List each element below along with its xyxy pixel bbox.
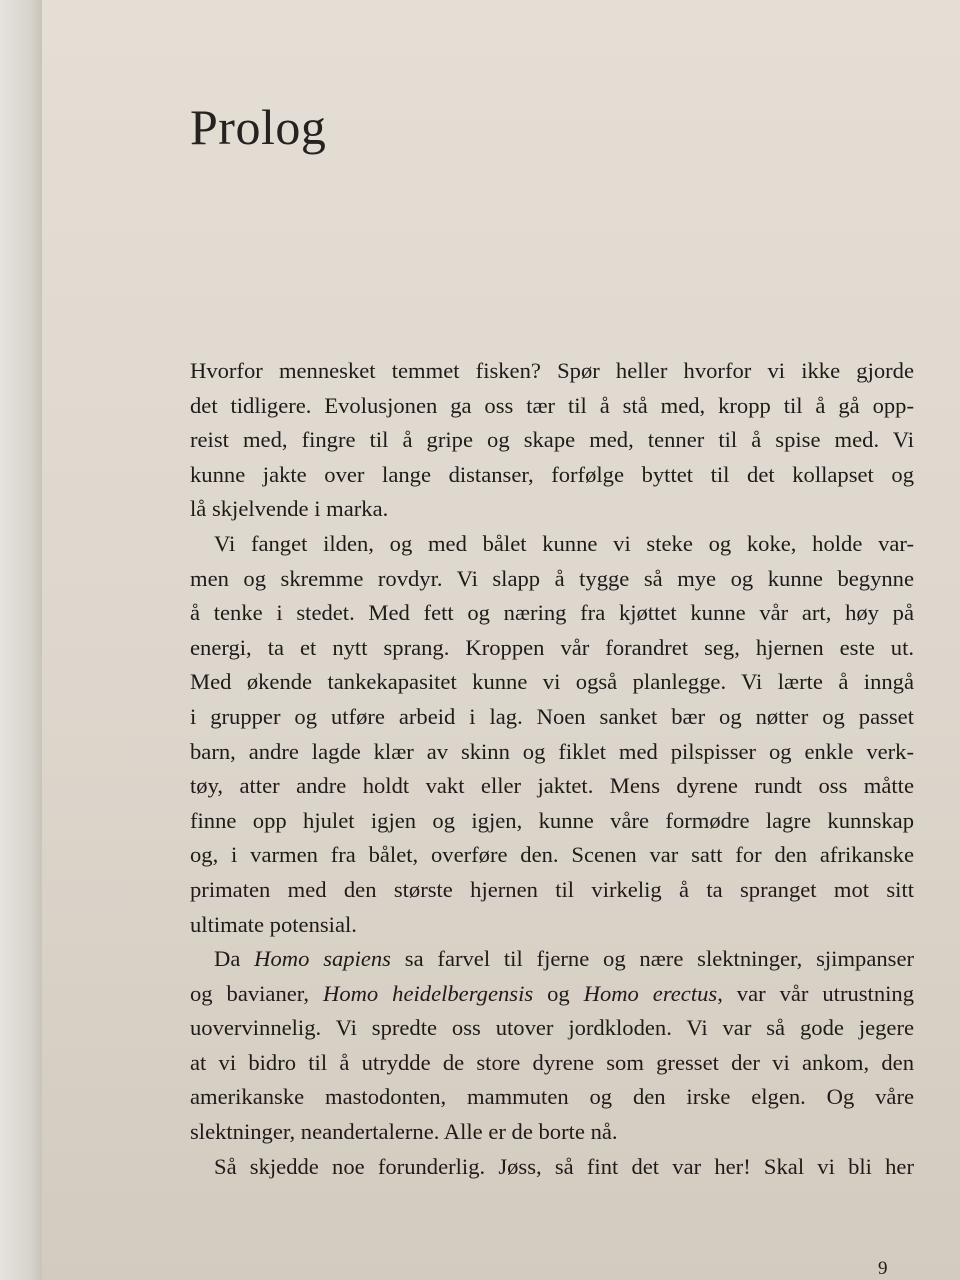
text-run: , var vår utrustning — [717, 980, 915, 1006]
species-name: Homo erectus — [583, 980, 718, 1006]
text-line: å tenke i stedet. Med fett og næring fra kjøttet kunne vår art, høy på — [190, 600, 914, 626]
text-line: uovervinnelig. Vi spredte oss utover jordkloden. Vi var så gode jegere — [190, 1015, 914, 1041]
text-line: amerikanske mastodonten, mammuten og den irske elgen. Og våre — [190, 1084, 914, 1110]
paragraph-2 — [190, 527, 914, 942]
text-line: primaten med den største hjernen til virkelig å ta spranget mot sitt — [190, 876, 914, 902]
text-run: sa farvel til fjerne og nære slektninger, sjimpanser — [390, 946, 914, 972]
left-page-edge — [0, 0, 42, 1280]
text-line: tøy, atter andre holdt vakt eller jaktet. Mens dyrene rundt oss måtte — [190, 773, 914, 799]
chapter-title: Prolog — [190, 99, 327, 155]
page-number: 9 — [878, 1258, 888, 1279]
paragraph-4 — [190, 1150, 914, 1185]
paragraph-3 — [190, 942, 914, 1150]
text-run: og bavianer, — [190, 980, 323, 1006]
text-line: Vi fanget ilden, og med bålet kunne vi steke og koke, holde var- — [214, 530, 914, 556]
species-name: Homo sapiens — [254, 946, 391, 972]
text-line: Hvorfor mennesket temmet fisken? Spør heller hvorfor vi ikke gjorde — [190, 358, 914, 383]
text-line: kunne jakte over lange distanser, forfølge byttet til det kollapset og — [190, 461, 914, 487]
body-text — [190, 354, 914, 1184]
text-line: reist med, fingre til å gripe og skape med, tenner til å spise med. Vi — [190, 427, 914, 453]
text-line: Med økende tankekapasitet kunne vi også planlegge. Vi lærte å inngå — [190, 669, 914, 695]
text-line: energi, ta et nytt sprang. Kroppen vår forandret seg, hjernen este ut. — [190, 634, 914, 660]
paragraph-1 — [190, 354, 914, 527]
text-run: og — [533, 980, 584, 1006]
text-line: og, i varmen fra bålet, overføre den. Scenen var satt for den afrikanske — [190, 842, 914, 868]
text-line: at vi bidro til å utrydde de store dyrene som gresset der vi ankom, den — [190, 1049, 914, 1075]
text-line: Så skjedde noe forunderlig. Jøss, så fint det var her! Skal vi bli her — [214, 1153, 914, 1179]
text-line: finne opp hjulet igjen og igjen, kunne våre formødre lagre kunnskap — [190, 807, 914, 833]
text-line: men og skremme rovdyr. Vi slapp å tygge så mye og kunne begynne — [190, 565, 914, 591]
text-line: ultimate potensial. — [190, 911, 357, 937]
text-line: barn, andre lagde klær av skinn og fiklet med pilspisser og enkle verk- — [190, 738, 914, 764]
species-name: Homo heidelbergensis — [323, 980, 534, 1006]
text-run: Da — [214, 946, 255, 972]
text-line: lå skjelvende i marka. — [190, 496, 389, 522]
text-line: slektninger, neandertalerne. Alle er de borte nå. — [190, 1119, 618, 1145]
text-line: i grupper og utføre arbeid i lag. Noen sanket bær og nøtter og passet — [190, 703, 914, 729]
text-line — [190, 942, 914, 977]
text-line: det tidligere. Evolusjonen ga oss tær til å stå med, kropp til å gå opp- — [190, 392, 914, 418]
text-line — [190, 977, 914, 1012]
